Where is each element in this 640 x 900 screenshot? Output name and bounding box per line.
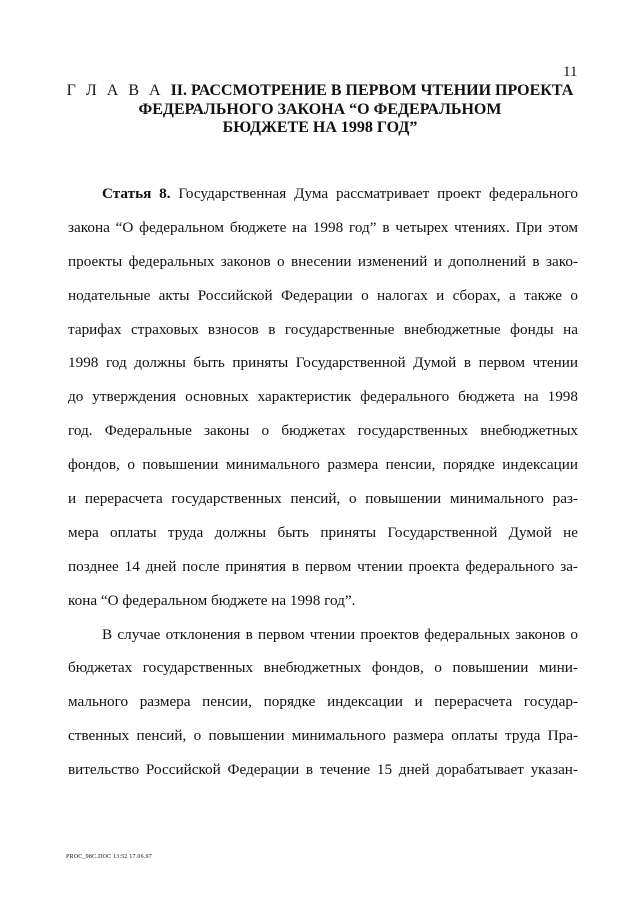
chapter-heading bbox=[60, 82, 580, 138]
paragraph-1-line: и перерасчета государственных пенсий, о повышении минимального раз- bbox=[68, 490, 578, 508]
paragraph-1-line: 1998 год должны быть приняты Государственной Думой в первом чтении bbox=[68, 354, 578, 372]
paragraph-1-line: кона “О федеральном бюджете на 1998 год”. bbox=[68, 591, 356, 609]
chapter-title-line-1: РАССМОТРЕНИЕ В ПЕРВОМ ЧТЕНИИ ПРОЕКТА bbox=[187, 82, 574, 99]
paragraph-1-line: тарифах страховых взносов в государственные внебюджетные фонды на bbox=[68, 320, 578, 338]
paragraph-1-line: фондов, о повышении минимального размера пенсии, порядке индексации bbox=[68, 456, 578, 474]
paragraph-2-line: ственных пенсий, о повышении минимального размера оплаты труда Пра- bbox=[68, 727, 578, 745]
paragraph-1-line: нодательные акты Российской Федерации о налогах и сборах, а также о bbox=[68, 286, 578, 304]
chapter-title-line-2: ФЕДЕРАЛЬНОГО ЗАКОНА “О ФЕДЕРАЛЬНОМ bbox=[138, 100, 502, 118]
paragraph-2-line: вительство Российской Федерации в течение 15 дней дорабатывает указан- bbox=[68, 761, 578, 779]
paragraph-2-line: мального размера пенсии, порядке индексации и перерасчета государ- bbox=[68, 693, 578, 711]
paragraph-2-line: бюджетах государственных внебюджетных фондов, о повышении мини- bbox=[68, 659, 578, 677]
article-label: Статья 8. bbox=[102, 185, 171, 202]
paragraph-1-line: до утверждения основных характеристик федерального бюджета на 1998 bbox=[68, 388, 578, 406]
paragraph-1-line: мера оплаты труда должны быть приняты Государственной Думой не bbox=[68, 523, 578, 541]
paragraph-1-line: позднее 14 дней после принятия в первом чтении проекта федерального за- bbox=[68, 557, 578, 575]
paragraph-1-line: год. Федеральные законы о бюджетах государственных внебюджетных bbox=[68, 422, 578, 440]
paragraph-1-line: проекты федеральных законов о внесении изменений и дополнений в зако- bbox=[68, 252, 578, 270]
article-body bbox=[68, 177, 578, 787]
chapter-title-line-3: БЮДЖЕТЕ НА 1998 ГОД” bbox=[222, 119, 418, 136]
page-number: 11 bbox=[563, 64, 578, 80]
paragraph-1-line bbox=[68, 177, 578, 211]
paragraph-2-line: В случае отклонения в первом чтении проектов федеральных законов о bbox=[102, 625, 578, 643]
chapter-prefix: Г Л А В А bbox=[66, 82, 171, 99]
footer-filename: PROC_98C.DOC 13:52 17.06.97 bbox=[66, 854, 152, 860]
chapter-roman-numeral: II. bbox=[170, 82, 188, 99]
paragraph-1-line: закона “О федеральном бюджете на 1998 год” в четырех чтениях. При этом bbox=[68, 218, 578, 236]
paragraph-1-line-text: Государственная Дума рассматривает проект федерального bbox=[170, 185, 578, 202]
